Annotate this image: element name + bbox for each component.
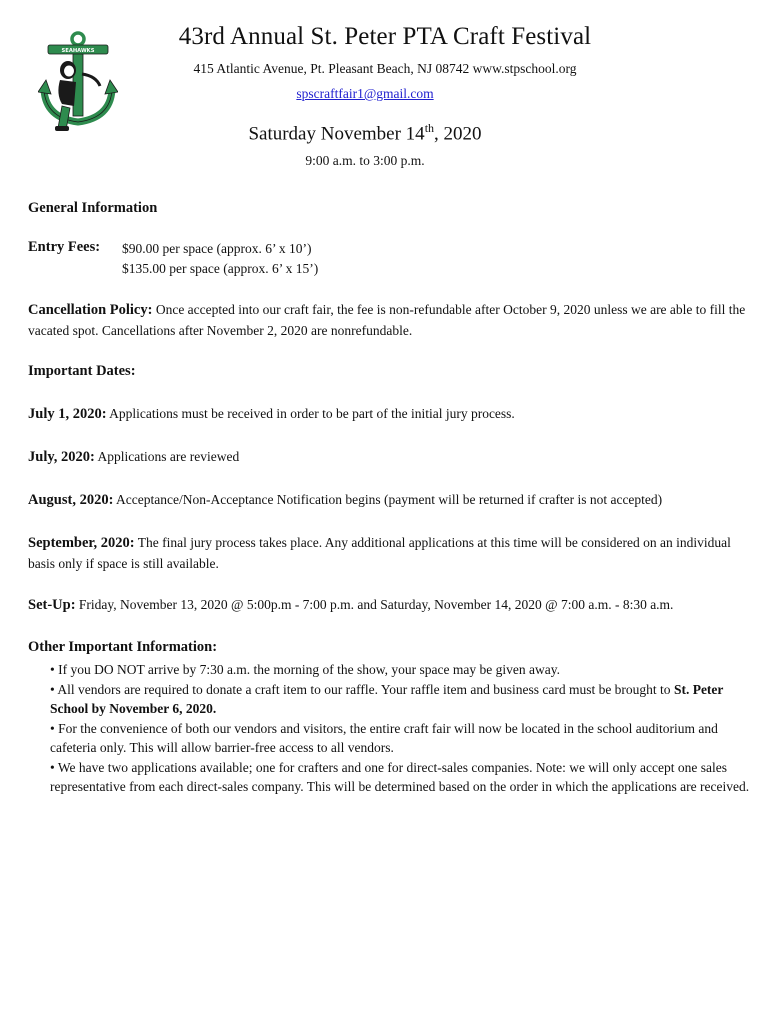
entry-fee-item: $135.00 per space (approx. 6’ x 15’)	[122, 261, 319, 276]
date-item-label: August, 2020:	[28, 492, 114, 508]
setup-text: Friday, November 13, 2020 @ 5:00p.m - 7:00 p.m. and Saturday, November 14, 2020 @ 7:00 a.m. - 8:30 a.m.	[75, 597, 674, 612]
date-item-text: Applications are reviewed	[94, 449, 240, 464]
entry-fees-label: Entry Fees:	[28, 239, 101, 255]
general-info-heading: General Information	[28, 200, 158, 216]
important-dates-heading: Important Dates:	[28, 363, 136, 379]
page-title: 43rd Annual St. Peter PTA Craft Festival	[178, 23, 592, 50]
event-date	[0, 121, 730, 145]
entry-fee-item: $90.00 per space (approx. 6’ x 10’)	[122, 241, 312, 256]
list-item-text: • All vendors are required to donate a craft item to our raffle. Your raffle item and business card must be brought to	[50, 681, 674, 697]
cancellation-policy	[28, 300, 750, 340]
address-line: 415 Atlantic Avenue, Pt. Pleasant Beach, NJ 08742 www.stpschool.org	[193, 61, 577, 76]
list-item: • For the convenience of both our vendors and visitors, the entire craft fair will now be located in the school auditorium and cafeteria only. This will allow barrier-free access to all vendors.	[50, 720, 718, 755]
date-item	[28, 490, 750, 511]
email-line	[0, 86, 730, 102]
date-item	[28, 533, 750, 573]
entry-fees-list	[122, 239, 318, 279]
svg-text:SEAHAWKS: SEAHAWKS	[61, 48, 95, 54]
date-item-label: July, 2020:	[28, 449, 95, 465]
list-item	[50, 680, 750, 719]
email-link[interactable]: spscraftfair1@gmail.com	[296, 86, 434, 101]
event-date-suffix: th	[424, 121, 435, 135]
date-item-label: September, 2020:	[28, 535, 135, 551]
cancellation-label: Cancellation Policy:	[28, 302, 153, 318]
date-item-text: Acceptance/Non-Acceptance Notification begins (payment will be returned if crafter is not accepted)	[113, 492, 663, 507]
other-info-heading: Other Important Information:	[28, 639, 218, 655]
event-time: 9:00 a.m. to 3:00 p.m.	[305, 153, 425, 168]
setup-label: Set-Up:	[28, 597, 76, 613]
date-item-text: Applications must be received in order to be part of the initial jury process.	[106, 406, 515, 421]
date-item-text: The final jury process takes place. Any additional applications at this time will be considered on an individual basis only if space is still available.	[28, 535, 731, 571]
event-date-main: Saturday November 14	[248, 123, 425, 145]
list-item: • If you DO NOT arrive by 7:30 a.m. the morning of the show, your space may be given away.	[50, 662, 560, 677]
setup-item	[28, 595, 750, 616]
event-date-year: , 2020	[434, 123, 482, 145]
other-info-list	[50, 660, 750, 797]
cancellation-text: Once accepted into our craft fair, the fee is non-refundable after October 9, 2020 unless we are able to fill the vacated spot. Cancellations after November 2, 2020 are nonrefundable.	[28, 302, 746, 338]
list-item-bold: St. Peter School by November 6, 2020.	[50, 681, 724, 716]
date-item	[28, 447, 750, 468]
date-item-label: July 1, 2020:	[28, 406, 107, 422]
date-item	[28, 404, 750, 425]
list-item: • We have two applications available; one for crafters and one for direct-sales companies. Note: we will only accept one sales representative from each direct-sales company. This will be determined based on the order in which the applications are received.	[50, 759, 750, 794]
